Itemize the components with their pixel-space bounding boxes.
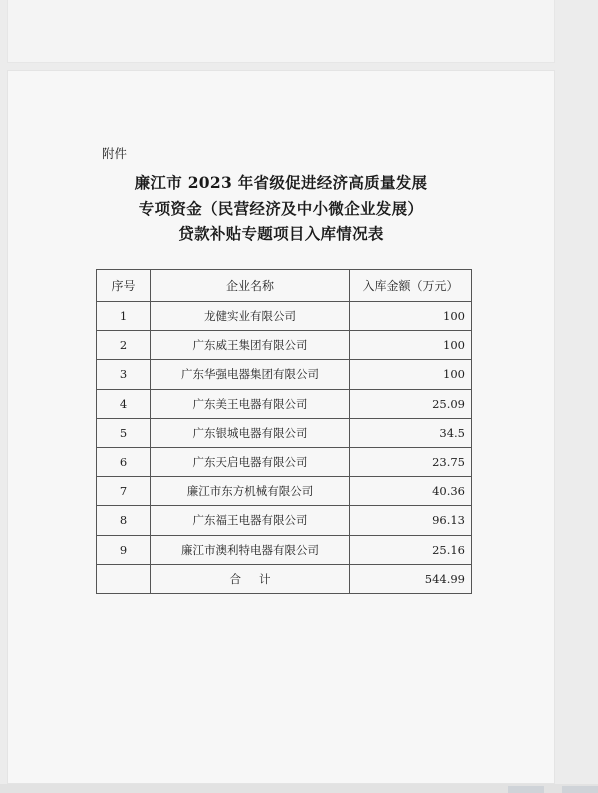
table-row (97, 360, 472, 389)
attachment-label: 附件 (102, 146, 128, 161)
table-row (97, 477, 472, 506)
bottom-scrollbar[interactable] (0, 784, 598, 793)
total-empty-cell (97, 564, 151, 593)
row-serial-number: 8 (97, 506, 151, 535)
row-serial-number: 7 (97, 477, 151, 506)
row-company-name: 龙健实业有限公司 (151, 302, 350, 331)
row-serial-number: 9 (97, 535, 151, 564)
row-serial-number: 6 (97, 447, 151, 476)
total-label: 合计 (151, 564, 350, 593)
project-table (96, 269, 472, 594)
row-serial-number: 3 (97, 360, 151, 389)
document-page (7, 70, 555, 784)
table-row (97, 506, 472, 535)
table-row (97, 389, 472, 418)
previous-page-fragment (7, 0, 555, 63)
row-amount: 25.16 (350, 535, 472, 564)
row-company-name: 广东美王电器有限公司 (151, 389, 350, 418)
table-row (97, 447, 472, 476)
title-line-2: 专项资金（民营经济及中小微企业发展） (138, 199, 424, 218)
header-serial-number: 序号 (97, 270, 151, 302)
row-company-name: 广东威王集团有限公司 (151, 331, 350, 360)
header-amount: 入库金额（万元） (350, 270, 472, 302)
title-line-1: 廉江市 2023 年省级促进经济高质量发展 (134, 173, 428, 192)
row-amount: 96.13 (350, 506, 472, 535)
title-line-3: 贷款补贴专题项目入库情况表 (178, 224, 384, 243)
row-company-name: 广东银城电器有限公司 (151, 418, 350, 447)
row-company-name: 广东华强电器集团有限公司 (151, 360, 350, 389)
row-amount: 23.75 (350, 447, 472, 476)
row-amount: 100 (350, 302, 472, 331)
table-row (97, 535, 472, 564)
row-company-name: 广东天启电器有限公司 (151, 447, 350, 476)
row-serial-number: 5 (97, 418, 151, 447)
header-company-name: 企业名称 (151, 270, 350, 302)
row-company-name: 廉江市东方机械有限公司 (151, 477, 350, 506)
row-serial-number: 1 (97, 302, 151, 331)
total-amount: 544.99 (350, 564, 472, 593)
table-row (97, 331, 472, 360)
row-serial-number: 4 (97, 389, 151, 418)
scroll-thumb[interactable] (508, 786, 544, 793)
row-amount: 100 (350, 360, 472, 389)
row-amount: 25.09 (350, 389, 472, 418)
row-amount: 100 (350, 331, 472, 360)
row-company-name: 廉江市澳利特电器有限公司 (151, 535, 350, 564)
table-row (97, 302, 472, 331)
scroll-thumb-secondary[interactable] (562, 786, 598, 793)
row-serial-number: 2 (97, 331, 151, 360)
row-amount: 34.5 (350, 418, 472, 447)
row-amount: 40.36 (350, 477, 472, 506)
table-header-row (97, 270, 472, 302)
table-total-row (97, 564, 472, 593)
row-company-name: 广东福王电器有限公司 (151, 506, 350, 535)
table-row (97, 418, 472, 447)
